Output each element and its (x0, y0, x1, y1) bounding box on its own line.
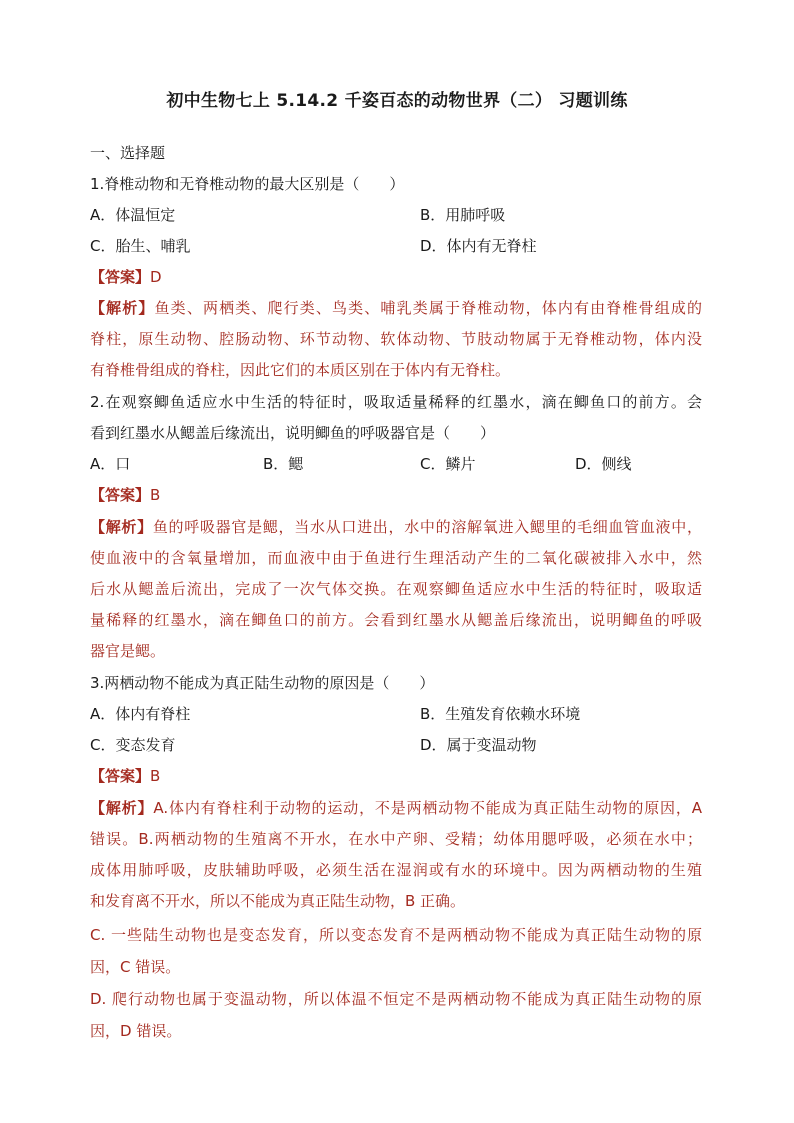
question-2-analysis-line: 量稀释的红墨水，滴在鲫鱼口的前方。会看到红墨水从鳃盖后缘流出，说明鲫鱼的呼吸 (90, 611, 702, 629)
question-3-analysis-line: 错误。B.两栖动物的生殖离不开水，在水中产卵、受精；幼体用腮呼吸，必须在水中； (90, 830, 702, 848)
answer-value: B (150, 486, 161, 504)
question-3-analysis-line: 因，C 错误。 (90, 958, 181, 976)
answer-tag: 【答案】 (90, 486, 151, 504)
question-2-analysis-line: 器官是鳃。 (90, 642, 166, 660)
question-2-option-b: B．鳃 (263, 455, 304, 473)
question-2-option-d: D．侧线 (575, 455, 632, 473)
answer-value: B (150, 767, 161, 785)
question-2-analysis-line (90, 517, 702, 537)
section-heading: 一、选择题 (90, 144, 166, 162)
question-1-option-c: C．胎生、哺乳 (90, 237, 191, 255)
answer-tag: 【答案】 (90, 767, 151, 785)
question-1-stem: 1.脊椎动物和无脊椎动物的最大区别是（ ） (90, 175, 405, 193)
analysis-tag: 【解析】 (90, 299, 155, 317)
question-1-option-d: D．体内有无脊柱 (420, 237, 537, 255)
question-3-option-c: C．变态发育 (90, 736, 176, 754)
question-1-option-b: B．用肺呼吸 (420, 206, 506, 224)
analysis-text: A.体内有脊柱利于动物的运动，不是两栖动物不能成为真正陆生动物的原因，A (153, 799, 702, 817)
question-3-analysis-line: 成体用肺呼吸，皮肤辅助呼吸，必须生活在湿润或有水的环境中。因为两栖动物的生殖 (90, 861, 702, 879)
analysis-text: 鱼类、两栖类、爬行类、鸟类、哺乳类属于脊椎动物，体内有由脊椎骨组成的 (154, 299, 702, 317)
question-3-answer (90, 766, 702, 786)
question-2-answer (90, 485, 702, 505)
analysis-tag: 【解析】 (90, 799, 154, 817)
question-3-option-a: A．体内有脊柱 (90, 705, 191, 723)
question-2-analysis-line: 使血液中的含氧量增加，而血液中由于鱼进行生理活动产生的二氧化碳被排入水中，然 (90, 549, 702, 567)
question-1-analysis-line: 脊柱，原生动物、腔肠动物、环节动物、软体动物、节肢动物属于无脊椎动物，体内没 (90, 330, 702, 348)
question-3-analysis-line (90, 798, 702, 818)
question-3-analysis-line: D. 爬行动物也属于变温动物，所以体温不恒定不是两栖动物不能成为真正陆生动物的原 (90, 990, 702, 1008)
question-1-option-a: A．体温恒定 (90, 206, 176, 224)
question-1-answer (90, 267, 702, 287)
question-2-stem: 看到红墨水从鳃盖后缘流出，说明鲫鱼的呼吸器官是（ ） (90, 424, 496, 442)
question-2-analysis-line: 后水从鳃盖后流出，完成了一次气体交换。在观察鲫鱼适应水中生活的特征时，吸取适 (90, 580, 702, 598)
question-3-analysis-line: 因，D 错误。 (90, 1022, 182, 1040)
question-2-option-c: C．鳞片 (420, 455, 476, 473)
analysis-tag: 【解析】 (90, 518, 153, 536)
question-3-stem: 3.两栖动物不能成为真正陆生动物的原因是（ ） (90, 674, 435, 692)
question-1-analysis-line (90, 298, 702, 318)
question-2-option-a: A．口 (90, 455, 131, 473)
document-title: 初中生物七上 5.14.2 千姿百态的动物世界（二） 习题训练 (166, 91, 628, 111)
question-2-stem: 2.在观察鲫鱼适应水中生活的特征时，吸取适量稀释的红墨水，滴在鲫鱼口的前方。会 (90, 393, 702, 411)
question-3-option-b: B．生殖发育依赖水环境 (420, 705, 581, 723)
answer-value: D (150, 268, 162, 286)
answer-tag: 【答案】 (90, 268, 151, 286)
question-1-analysis-line: 有脊椎骨组成的脊柱，因此它们的本质区别在于体内有无脊柱。 (90, 361, 511, 379)
question-3-analysis-line: 和发育离不开水，所以不能成为真正陆生动物，B 正确。 (90, 892, 466, 910)
question-3-analysis-line: C. 一些陆生动物也是变态发育，所以变态发育不是两栖动物不能成为真正陆生动物的原 (90, 926, 702, 944)
question-3-option-d: D．属于变温动物 (420, 736, 537, 754)
analysis-text: 鱼的呼吸器官是鳃，当水从口进出，水中的溶解氧进入鳃里的毛细血管血液中， (152, 518, 702, 536)
